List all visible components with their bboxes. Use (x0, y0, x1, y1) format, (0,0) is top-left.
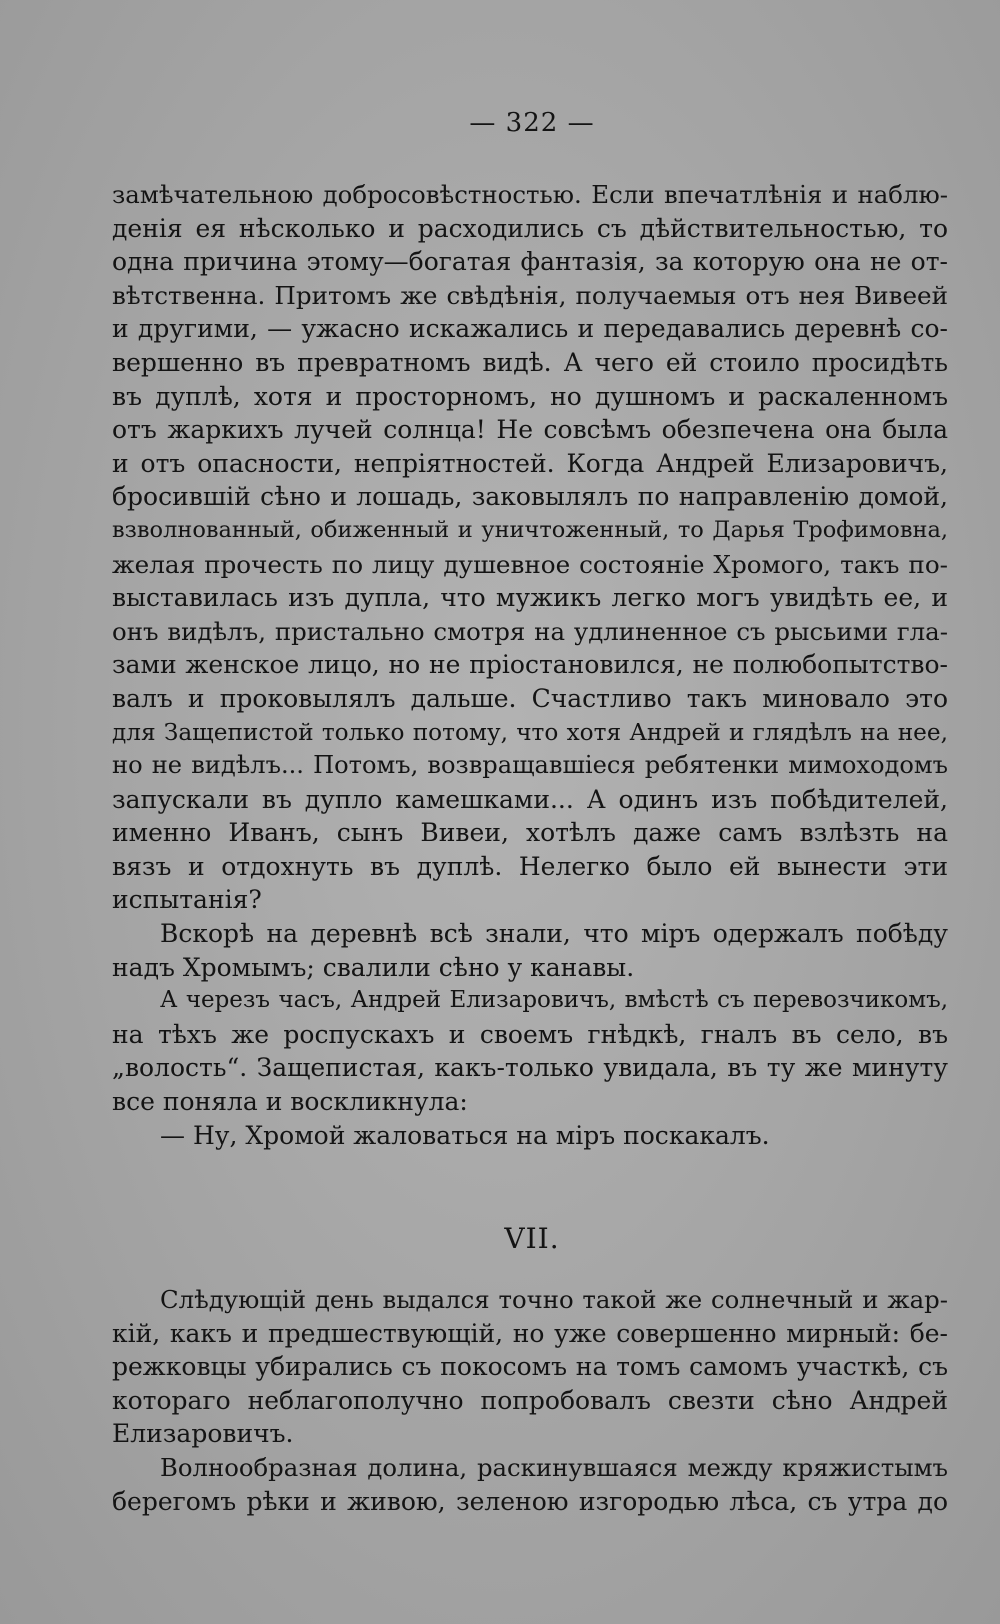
text-line: берегомъ рѣки и живою, зеленою изгородью лѣса, съ утра до (112, 1486, 948, 1516)
text-line: въ дуплѣ, хотя и просторномъ, но душномъ и раскаленномъ (112, 381, 948, 411)
text-line: надъ Хромымъ; свалили сѣно у канавы. (112, 952, 635, 982)
text-line: для Защепистой только потому, что хотя Андрей и глядѣлъ на нее, (112, 718, 948, 746)
text-line: режковцы убирались съ покосомъ на томъ самомъ участкѣ, съ (112, 1352, 948, 1382)
text-line: на тѣхъ же роспускахъ и своемъ гнѣдкѣ, гналъ въ село, въ (112, 1019, 948, 1049)
text-line: вѣтственна. Притомъ же свѣдѣнія, получаемыя отъ нея Вивеей (112, 280, 948, 310)
page-number: — 322 — (469, 108, 595, 138)
text-line: и отъ опасности, непріятностей. Когда Андрей Елизаровичъ, (112, 448, 948, 478)
text-line: кій, какъ и предшествующій, но уже совершенно мирный: бе- (112, 1318, 948, 1348)
text-line: Вскорѣ на деревнѣ всѣ знали, что міръ одержалъ побѣду (160, 919, 948, 949)
text-line: бросившій сѣно и лошадь, заковылялъ по направленію домой, (112, 482, 948, 512)
text-line: Волнообразная долина, раскинувшаяся между кряжистымъ (160, 1452, 948, 1482)
text-block-main (112, 178, 948, 1152)
text-block-section (112, 1283, 948, 1518)
section-heading: VII. (504, 1222, 560, 1255)
text-line: взволнованный, обиженный и уничтоженный, то Дарья Трофимовна, (112, 516, 948, 543)
text-line: Елизаровичъ. (112, 1419, 294, 1449)
text-line: валъ и проковылялъ дальше. Счастливо такъ миновало это (112, 683, 948, 713)
text-line: отъ жаркихъ лучей солнца! Не совсѣмъ обезпечена она была (112, 415, 948, 445)
text-line: онъ видѣлъ, пристально смотря на удлиненное съ рысьими гла- (112, 616, 948, 646)
text-line: но не видѣлъ... Потомъ, возвращавшіеся ребятенки мимоходомъ (112, 751, 948, 780)
text-line: денія ея нѣсколько и расходились съ дѣйствительностью, то (112, 213, 948, 243)
text-line: одна причина этому—богатая фантазія, за которую она не от- (112, 247, 948, 277)
text-line: запускали въ дупло камешками... А одинъ изъ побѣдителей, (112, 784, 948, 814)
text-line: желая прочесть по лицу душевное состояніе Хромого, такъ по- (112, 549, 948, 579)
text-line: замѣчательною добросовѣстностью. Если впечатлѣнія и наблю- (112, 180, 948, 209)
text-line: котораго неблагополучно попробовалъ свезти сѣно Андрей (112, 1385, 948, 1415)
text-line: зами женское лицо, но не пріостановился, не полюбопытство- (112, 650, 948, 680)
text-line: — Ну, Хромой жаловаться на міръ поскакалъ. (160, 1120, 770, 1150)
text-line: вязъ и отдохнуть въ дуплѣ. Нелегко было ей вынести эти (112, 851, 948, 881)
text-line: Слѣдующій день выдался точно такой же солнечный и жар- (160, 1285, 948, 1314)
text-line: испытанія? (112, 885, 262, 915)
text-line: и другими, — ужасно искажались и передавались деревнѣ со- (112, 314, 948, 344)
text-line: „волость“. Защепистая, какъ-только увидала, въ ту же минуту (112, 1053, 948, 1083)
text-line: все поняла и воскликнула: (112, 1087, 468, 1117)
text-line: выставилась изъ дупла, что мужикъ легко могъ увидѣть ее, и (112, 583, 948, 613)
text-line: именно Иванъ, сынъ Вивеи, хотѣлъ даже самъ взлѣзть на (112, 818, 948, 848)
text-line: вершенно въ превратномъ видѣ. А чего ей стоило просидѣть (112, 347, 948, 377)
text-line: А черезъ часъ, Андрей Елизаровичъ, вмѣстѣ съ перевозчикомъ, (160, 987, 948, 1014)
